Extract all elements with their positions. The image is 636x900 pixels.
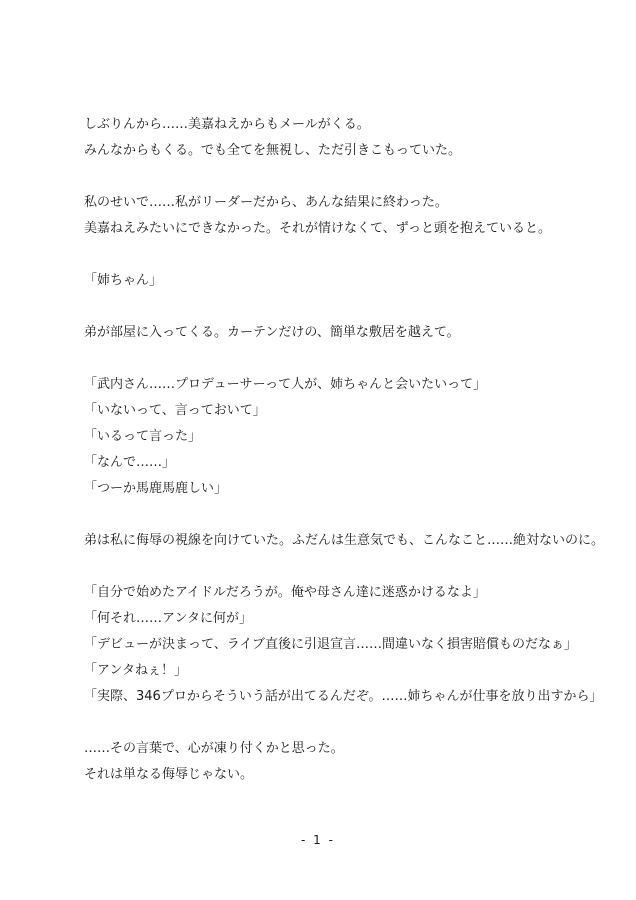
text-line: ……その言葉で、心が凍り付くかと思った。	[84, 741, 344, 756]
text-line: 美嘉ねえみたいにできなかった。それが情けなくて、ずっと頭を抱えていると。	[84, 221, 551, 236]
dialogue-line: 「なんで……」	[84, 455, 176, 470]
text-line: 私のせいで……私がリーダーだから、あんな結果に終わった。	[84, 195, 448, 210]
body-text	[84, 112, 604, 788]
page-number: - 1 -	[301, 833, 335, 847]
blank-line	[84, 710, 604, 736]
dialogue-line: 「自分で始めたアイドルだろうが。俺や母さん達に迷惑かけるなよ」	[84, 585, 486, 600]
dialogue-line: 「何それ……アンタに何が」	[84, 611, 252, 626]
blank-line	[84, 502, 604, 528]
dialogue-line: 「いないって、言っておいて」	[84, 403, 266, 418]
blank-line	[84, 164, 604, 190]
blank-line	[84, 554, 604, 580]
dialogue-line: 「姉ちゃん」	[84, 273, 163, 288]
dialogue-line: 「いるって言った」	[84, 429, 202, 444]
blank-line	[84, 346, 604, 372]
text-line: 弟は私に侮辱の視線を向けていた。ふだんは生意気でも、こんなこと……絶対ないのに。	[84, 533, 605, 548]
dialogue-line: 「武内さん……プロデューサーって人が、姉ちゃんと会いたいって」	[84, 377, 487, 392]
dialogue-line: 「アンタねぇ！」	[84, 663, 187, 678]
dialogue-line: 「つーか馬鹿馬鹿しい」	[84, 481, 228, 496]
blank-line	[84, 294, 604, 320]
dialogue-line: 「デビューが決まって、ライブ直後に引退宣言……間違いなく損害賠償ものだなぁ」	[84, 637, 577, 652]
text-line: しぶりんから……美嘉ねえからもメールがくる。	[84, 117, 370, 132]
text-line: それは単なる侮辱じゃない。	[84, 767, 254, 782]
dialogue-line: 「実際、346プロからそういう話が出てるんだぞ。……姉ちゃんが仕事を放り出すから」	[84, 689, 603, 704]
blank-line	[84, 242, 604, 268]
text-line: 弟が部屋に入ってくる。カーテンだけの、簡単な敷居を越えて。	[84, 325, 460, 340]
text-line: みんなからもくる。でも全てを無視し、ただ引きこもっていた。	[84, 143, 462, 158]
